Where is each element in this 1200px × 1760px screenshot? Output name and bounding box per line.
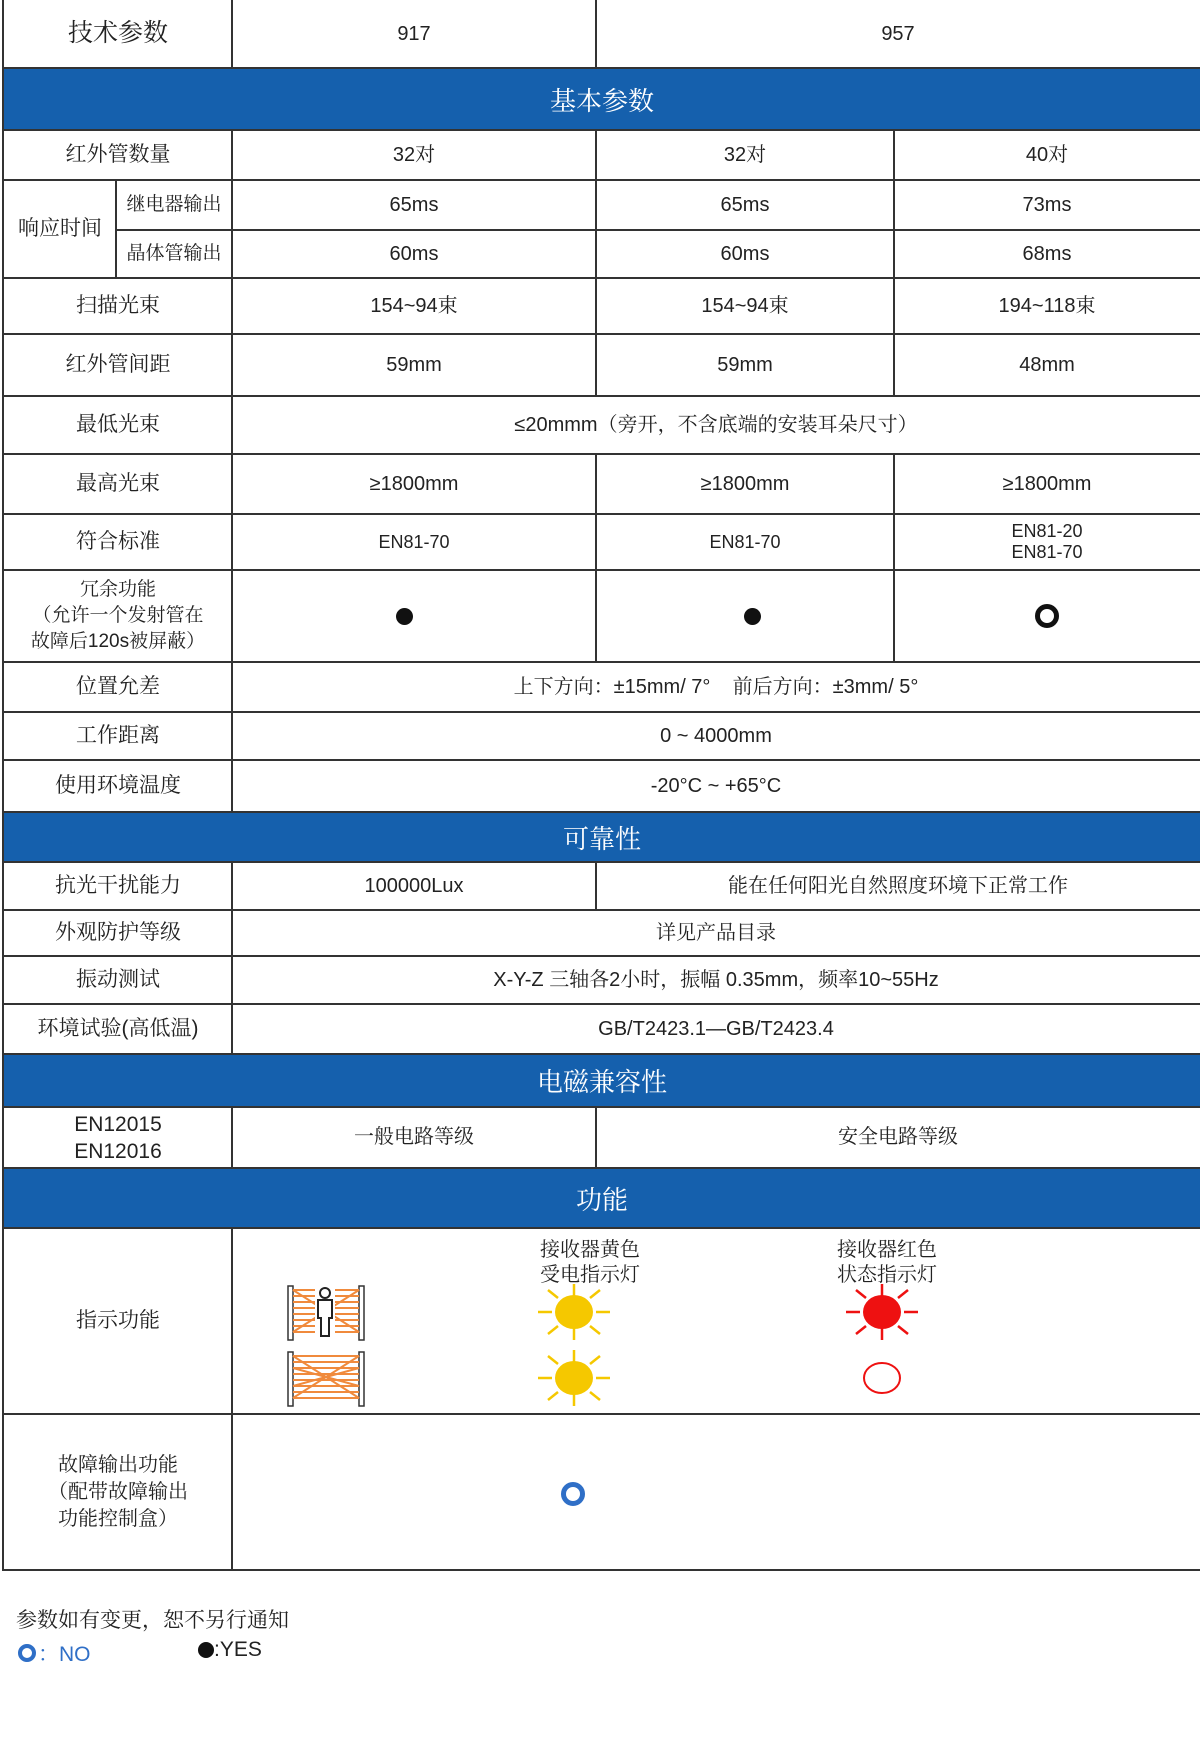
section-basic: 基本参数 — [4, 67, 1200, 131]
section-emc: 电磁兼容性 — [4, 1053, 1200, 1108]
section-reliability: 可靠性 — [4, 811, 1200, 863]
anti-light-v1: 100000Lux — [364, 874, 464, 897]
indicator-label: 指示功能 — [76, 1308, 160, 1332]
redundancy-label-2: （允许一个发射管在 — [32, 605, 204, 626]
response-label: 响应时间 — [18, 216, 102, 240]
yellow-indicator-label — [540, 1238, 640, 1288]
redundancy-label — [4, 570, 232, 662]
emc-label-1: EN12015 — [74, 1112, 162, 1136]
footer-note: 参数如有变更，恕不另行通知 — [16, 1609, 289, 1632]
standard-v3 — [894, 514, 1200, 570]
legend-no-label: ：NO — [38, 1643, 91, 1666]
anti-light-v2: 能在任何阳光自然照度环境下正常工作 — [728, 874, 1068, 897]
no-ring-icon — [1035, 604, 1059, 628]
standard-v1: EN81-70 — [378, 531, 450, 552]
anti-light-label: 抗光干扰能力 — [55, 873, 181, 897]
distance-value: 0 ~ 4000mm — [660, 724, 772, 747]
header-col-957: 957 — [881, 22, 915, 45]
fault-label — [4, 1414, 232, 1570]
red-lamp-on-icon — [846, 1284, 918, 1340]
tolerance-label: 位置允差 — [76, 674, 160, 698]
scan-v2: 154~94束 — [701, 294, 789, 317]
legend-no — [18, 1638, 91, 1668]
spacing-label: 红外管间距 — [65, 352, 171, 376]
vibration-label: 振动测试 — [76, 967, 160, 991]
fault-label-2: （配带故障输出 — [48, 1480, 188, 1503]
relay-v2: 65ms — [720, 193, 770, 216]
env-test-value: GB/T2423.1—GB/T2423.4 — [598, 1017, 834, 1040]
spacing-v2: 59mm — [717, 353, 773, 376]
redundancy-v3 — [894, 570, 1200, 662]
yes-dot-icon — [198, 1642, 214, 1658]
scan-label: 扫描光束 — [76, 293, 160, 317]
redundancy-label-1: 冗余功能 — [79, 579, 156, 600]
standard-v3-line2: EN81-70 — [1011, 542, 1083, 562]
yellow-indicator-label-2: 受电指示灯 — [540, 1264, 640, 1286]
vibration-value: X-Y-Z 三轴各2小时，振幅 0.35mm，频率10~55Hz — [493, 968, 939, 991]
legend-yes — [198, 1638, 262, 1662]
relay-v1: 65ms — [389, 193, 439, 216]
tolerance-value: 上下方向：±15mm/ 7° 前后方向：±3mm/ 5° — [513, 675, 919, 698]
ir-count-label: 红外管数量 — [65, 142, 171, 166]
legend-yes-label: :YES — [214, 1638, 262, 1661]
transistor-v1: 60ms — [389, 242, 439, 265]
protection-label: 外观防护等级 — [55, 920, 181, 944]
max-beam-label: 最高光束 — [76, 471, 160, 495]
yellow-indicator-label-1: 接收器黄色 — [540, 1239, 640, 1261]
emc-label — [4, 1107, 232, 1168]
min-beam-value: ≤20mmm（旁开，不含底端的安装耳朵尺寸） — [514, 413, 918, 436]
transistor-label: 晶体管输出 — [126, 243, 222, 265]
red-indicator-label — [837, 1238, 937, 1288]
standard-v3-line1: EN81-20 — [1011, 521, 1083, 541]
ir-count-v1: 32对 — [392, 143, 436, 166]
standard-v2: EN81-70 — [709, 531, 781, 552]
fault-value — [520, 1474, 626, 1514]
section-function: 功能 — [4, 1167, 1200, 1229]
protection-value: 详见产品目录 — [656, 921, 776, 944]
transistor-v3: 68ms — [1022, 242, 1072, 265]
emc-label-2: EN12016 — [74, 1139, 162, 1163]
relay-v3: 73ms — [1022, 193, 1072, 216]
light-curtain-person-icon — [287, 1284, 365, 1342]
header-col-917: 917 — [397, 22, 431, 45]
yellow-lamp-on-icon — [538, 1350, 610, 1406]
red-lamp-off-icon — [861, 1360, 903, 1396]
distance-label: 工作距离 — [76, 723, 160, 747]
emc-v2: 安全电路等级 — [838, 1126, 958, 1148]
temp-value: -20°C ~ +65°C — [650, 774, 782, 797]
min-beam-label: 最低光束 — [76, 412, 160, 436]
emc-v1: 一般电路等级 — [354, 1126, 474, 1148]
header-label: 技术参数 — [67, 19, 168, 48]
temp-label: 使用环境温度 — [55, 773, 181, 797]
yellow-lamp-on-icon — [538, 1284, 610, 1340]
redundancy-v1 — [232, 570, 576, 662]
ir-count-v3: 40对 — [1025, 143, 1069, 166]
fault-label-3: 功能控制盒） — [58, 1507, 178, 1530]
red-indicator-label-2: 状态指示灯 — [837, 1264, 937, 1286]
no-ring-icon — [561, 1482, 585, 1506]
scan-v1: 154~94束 — [370, 294, 458, 317]
spacing-v3: 48mm — [1019, 353, 1075, 376]
fault-label-1: 故障输出功能 — [58, 1453, 178, 1476]
redundancy-v2 — [596, 570, 908, 662]
max-beam-v3: ≥1800mm — [1002, 472, 1092, 495]
env-test-label: 环境试验(高低温) — [37, 1016, 199, 1040]
max-beam-v2: ≥1800mm — [700, 472, 790, 495]
max-beam-v1: ≥1800mm — [369, 472, 459, 495]
light-curtain-clear-icon — [287, 1350, 365, 1408]
ir-count-v2: 32对 — [723, 143, 767, 166]
yes-dot-icon — [744, 608, 761, 625]
redundancy-label-3: 故障后120s被屏蔽） — [30, 631, 206, 652]
spacing-v1: 59mm — [386, 353, 442, 376]
red-indicator-label-1: 接收器红色 — [837, 1239, 937, 1261]
transistor-v2: 60ms — [720, 242, 770, 265]
scan-v3: 194~118束 — [998, 294, 1096, 317]
yes-dot-icon — [396, 608, 413, 625]
no-ring-icon — [18, 1644, 36, 1662]
relay-label: 继电器输出 — [126, 194, 222, 216]
standard-label: 符合标准 — [76, 529, 160, 553]
